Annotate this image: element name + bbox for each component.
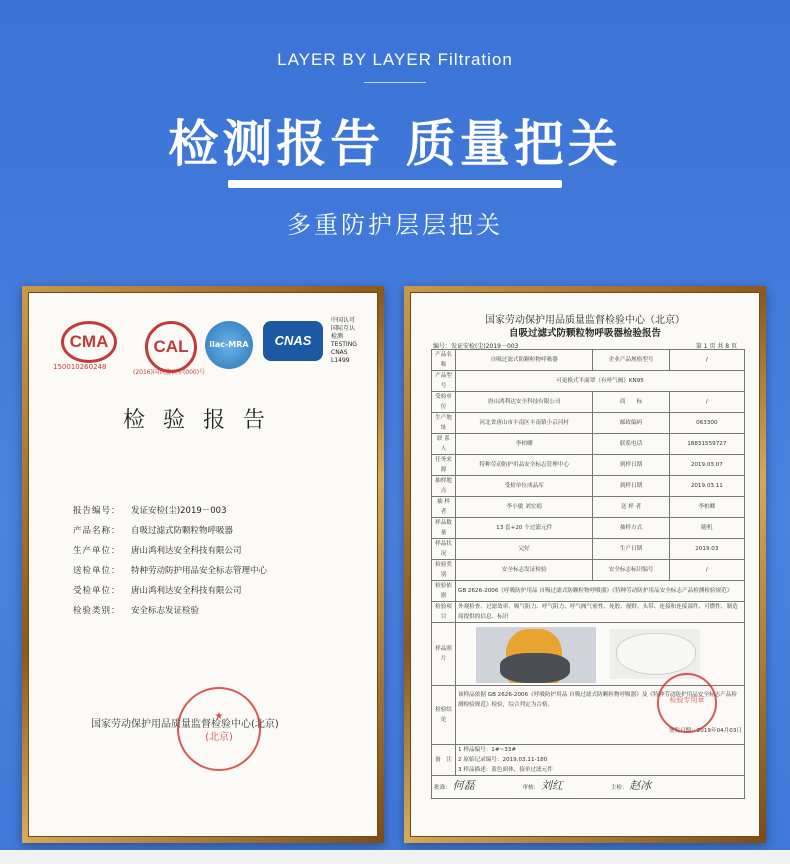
basis-label: 检验依据 — [432, 581, 456, 602]
cell: 受检单位 — [432, 392, 456, 413]
notes-label: 备 注 — [432, 745, 456, 776]
stamp-text: 检验专用章 — [669, 696, 705, 704]
note-line: 2 原始记录编号：2019.03.11-180 — [457, 757, 548, 763]
cal-logo: CAL — [145, 321, 197, 373]
table-row — [432, 371, 745, 392]
cell: 李柏卿 — [455, 434, 592, 455]
cell: 到样日期 — [593, 476, 669, 497]
report-row — [73, 541, 267, 561]
cell: 特种劳动防护用品安全标志管理中心 — [455, 455, 592, 476]
basis-text: GB 2626-2006《呼吸防护用品 自吸过滤式防颗粒物呼吸器》《特种劳动防护用品安全标志产品检测检验规范》 — [455, 581, 744, 602]
cnas-text-line: 国际互认 — [331, 325, 356, 332]
report-info — [73, 501, 267, 621]
report-subheading: 自吸过滤式防颗粒物呼吸器检验报告 — [508, 328, 661, 339]
cnas-text-line: 中国认可 — [331, 317, 356, 324]
cell: 13 套+20 个过滤元件 — [455, 518, 592, 539]
sample-photo-filter — [610, 629, 700, 679]
official-stamp: ★ (北京) — [177, 687, 261, 771]
cell: 任务来源 — [432, 455, 456, 476]
review-signature: 刘红 — [540, 779, 563, 792]
row-value: 特种劳动防护用品安全标志管理中心 — [131, 566, 268, 576]
cell: 安全标志发证检验 — [455, 560, 592, 581]
table-row — [432, 560, 745, 581]
cell: 样品状况 — [432, 539, 456, 560]
cell: 李小敏 刘宏娟 — [455, 497, 592, 518]
bottom-band — [0, 850, 790, 864]
row-key: 受检单位： — [73, 586, 121, 596]
accreditation-logos — [53, 315, 363, 375]
cell: 到样日期 — [593, 455, 669, 476]
row-value: 自吸过滤式防颗粒物呼吸器 — [131, 526, 234, 536]
approve-label: 批准： — [434, 785, 451, 791]
table-row — [432, 413, 745, 434]
cell: / — [669, 392, 744, 413]
cell: 检验类别 — [432, 560, 456, 581]
cnas-text-line: 检测 — [331, 333, 344, 340]
header-subtitle-en: LAYER BY LAYER Filtration — [277, 50, 513, 69]
cell: 2019.03 — [669, 539, 744, 560]
header-underline-bar — [228, 180, 562, 188]
ilac-logo: ilac-MRA — [205, 321, 253, 369]
cell: 产品名称 — [432, 350, 456, 371]
report-row — [73, 581, 267, 601]
table-row — [432, 350, 745, 371]
table-row — [432, 392, 745, 413]
right-certificate-frame — [404, 286, 766, 843]
cell: 产品型号 — [432, 371, 456, 392]
stamp-text: (北京) — [205, 732, 233, 743]
approve-signature: 何磊 — [452, 779, 475, 792]
cell: 受检单位成品库 — [455, 476, 592, 497]
cell: 完好 — [455, 539, 592, 560]
table-row — [432, 539, 745, 560]
row-value: 唐山鸿利达安全科技有限公司 — [131, 586, 242, 596]
test-signature: 赵冰 — [629, 779, 652, 792]
cell: 自吸过滤式防颗粒物呼吸器 — [455, 350, 592, 371]
row-value: 唐山鸿利达安全科技有限公司 — [131, 546, 242, 556]
cnas-text-line: TESTING — [331, 341, 357, 348]
cell: 联系电话 — [593, 434, 669, 455]
sample-photo-worn — [476, 627, 596, 683]
row-value: 发证安检(尘)2019－003 — [131, 506, 227, 516]
cnas-logo: CNAS — [263, 321, 323, 361]
cell: 生产日期 — [593, 539, 669, 560]
cnas-text-line: CNAS L1499 — [331, 349, 350, 364]
cell: 唐山鸿利达安全科技有限公司 — [455, 392, 592, 413]
cell: 抽 样 者 — [432, 497, 456, 518]
cell: 河北省唐山市丰南区丰南镇小京河村 — [455, 413, 592, 434]
cma-logo: CMA — [61, 321, 117, 363]
cell: 抽样方式 — [593, 518, 669, 539]
sign-date: 2019年04月03日 — [696, 728, 742, 734]
table-row — [432, 455, 745, 476]
cell: 生产地址 — [432, 413, 456, 434]
note-line: 1 样品编号：1#~33# — [457, 747, 517, 753]
issuer-name: 国家劳动保护用品质量监督检验中心(北京) — [91, 719, 279, 730]
cell: 安全标志标识编号 — [593, 560, 669, 581]
cell: / — [669, 560, 744, 581]
cell: / — [669, 350, 744, 371]
cal-note: (2016)国认监认字(000)号 — [133, 369, 206, 376]
cell: 送 样 者 — [593, 497, 669, 518]
items-label: 检验项目 — [432, 602, 456, 623]
cell: 随机 — [669, 518, 744, 539]
review-label: 审核： — [522, 785, 540, 791]
row-key: 报告编号： — [73, 506, 121, 516]
conclusion-text: 该样品依据 GB 2626-2006《呼吸防护用品 自吸过滤式防颗粒物呼吸器》及《特种劳动防护用品安全标志产品检测检验规范》检验，综合判定为合格。 — [457, 692, 737, 708]
items-text: 外观检查、过滤效率、吸气阻力、呼气阻力、呼气阀气密性、死腔、视野、头带、连接和连接部件、可燃性、制造商提供的信息、标识 — [455, 602, 744, 623]
right-certificate-paper — [410, 292, 760, 837]
report-row — [73, 501, 267, 521]
test-label: 主检： — [610, 785, 628, 791]
inspection-stamp — [657, 673, 717, 733]
table-row — [432, 776, 745, 799]
cell: 18831559727 — [669, 434, 744, 455]
cma-number: 150010260248 — [53, 363, 107, 371]
row-value: 安全标志发证检验 — [131, 606, 200, 616]
report-title: 检验报告 — [122, 408, 283, 433]
report-number: 编号：发证安检(尘)2019－003 — [433, 343, 519, 350]
cell: 063300 — [669, 413, 744, 434]
row-key: 送检单位： — [73, 566, 121, 576]
cell: 2019.03.11 — [669, 476, 744, 497]
page-number: 第 1 页 共 8 页 — [695, 343, 737, 350]
table-row — [432, 745, 745, 776]
cell: 可更换式半面罩（有呼气阀）KN95 — [455, 371, 744, 392]
note-line: 3 样品描述：蓝色面体，接单过滤元件 — [457, 767, 553, 773]
sign-date-label: 签发日期： — [668, 728, 697, 734]
header-tagline: 多重防护层层把关 — [287, 211, 503, 239]
table-row — [432, 602, 745, 623]
report-table — [431, 349, 745, 799]
header-divider — [364, 82, 426, 83]
cell: 样品数量 — [432, 518, 456, 539]
cell: 联 系 人 — [432, 434, 456, 455]
report-row — [73, 561, 267, 581]
report-row — [73, 521, 267, 541]
table-row — [432, 434, 745, 455]
photo-label: 样品照片 — [432, 623, 456, 686]
left-certificate-paper — [28, 292, 378, 837]
report-row — [73, 601, 267, 621]
row-key: 产品名称： — [73, 526, 121, 536]
header-title: 检测报告 质量把关 — [168, 115, 622, 173]
cnas-text — [331, 317, 363, 365]
left-certificate-frame — [22, 286, 384, 843]
cell: 2019.03.07 — [669, 455, 744, 476]
cell: 商 标 — [593, 392, 669, 413]
cell: 抽样地点 — [432, 476, 456, 497]
report-heading: 国家劳动保护用品质量监督检验中心（北京） — [485, 315, 685, 326]
cell: 李柏卿 — [669, 497, 744, 518]
table-row — [432, 476, 745, 497]
row-key: 生产单位： — [73, 546, 121, 556]
conclusion-label: 检验结论 — [432, 686, 456, 745]
row-key: 检验类别： — [73, 606, 121, 616]
table-row — [432, 497, 745, 518]
table-row — [432, 518, 745, 539]
cell: 邮政编码 — [593, 413, 669, 434]
table-row — [432, 581, 745, 602]
cell: 企业产品规格型号 — [593, 350, 669, 371]
